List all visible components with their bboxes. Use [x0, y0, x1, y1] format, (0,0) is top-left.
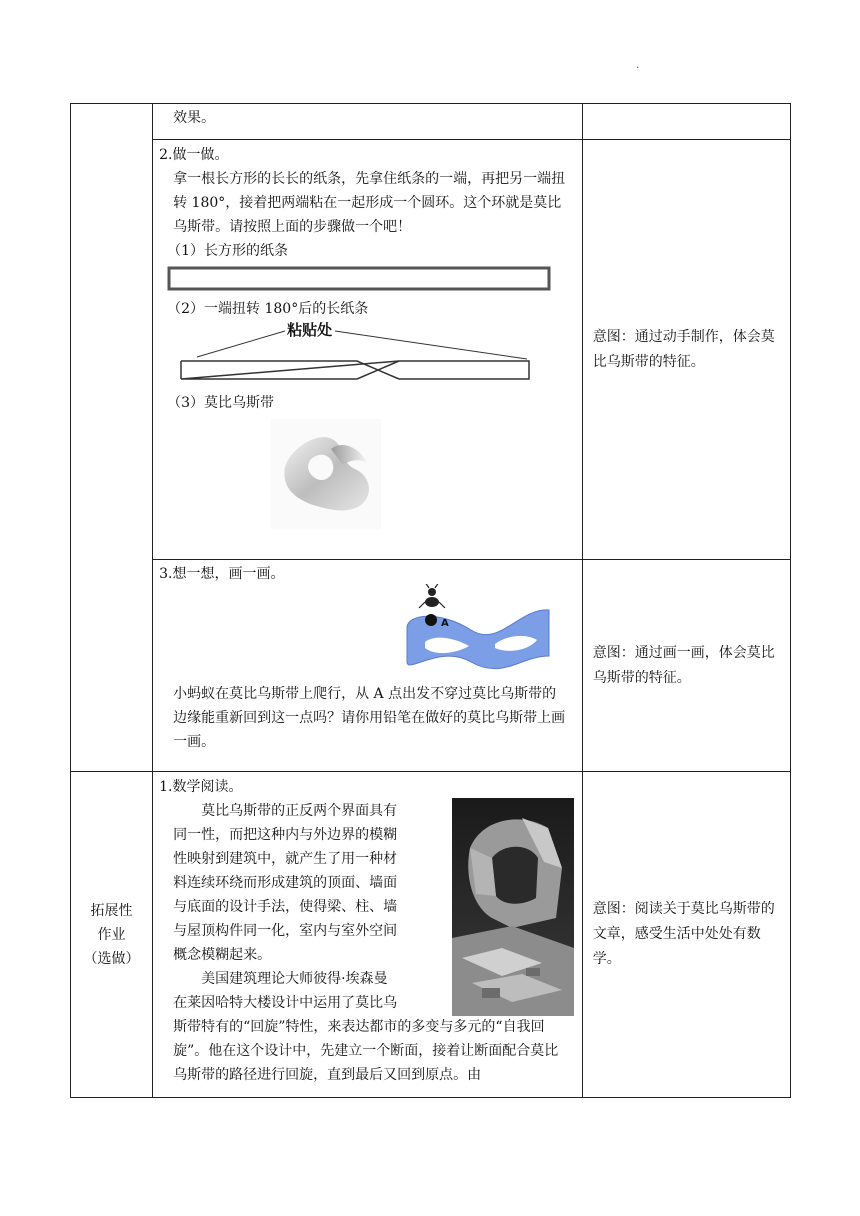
reading-line: 与底面的设计手法，使得梁、柱、墙 [173, 899, 398, 915]
category-line-1: 拓展性 [90, 902, 133, 919]
step-1-label: （1）长方形的纸条 [167, 243, 289, 259]
table-row [71, 140, 791, 560]
design-intent-note: 意图：阅读关于莫比乌斯带的文章，感受生活中处处有数学。 [592, 901, 775, 967]
instructions-paragraph: 拿一根长方形的长长的纸条，先拿住纸条的一端，再把另一端扭转 180°，接着把两端粘在一起形成一个圆环。这个环就是莫比乌斯带。请按照上面的步骤做一个吧！ [173, 171, 566, 235]
note-cell [582, 140, 790, 560]
reading-line: 料连续环绕而形成建筑的顶面、墙面 [173, 875, 398, 891]
paste-label: 粘贴处 [287, 321, 333, 339]
design-intent-note: 意图：通过动手制作，体会莫比乌斯带的特征。 [592, 328, 775, 370]
point-a-label: A [441, 618, 449, 629]
step-3-label: （3）莫比乌斯带 [167, 395, 275, 411]
reading-line: 美国建筑理论大师彼得·埃森曼 [201, 971, 388, 987]
reading-line: 同一性，而把这种内与外边界的模糊 [173, 827, 398, 843]
item-number: 3. [159, 566, 173, 582]
reading-line: 莫比乌斯带的正反两个界面具有 [201, 803, 398, 819]
item-title: 想一想，画一画。 [172, 566, 285, 582]
reading-line: 在莱因哈特大楼设计中运用了莫比乌 [173, 995, 398, 1011]
mobius-strip-image [271, 419, 381, 529]
ant-on-mobius-strip-figure [399, 584, 569, 680]
note-cell [582, 560, 790, 772]
item-number: 2. [159, 147, 173, 163]
category-cell [71, 772, 153, 1098]
reading-line: 性映射到建筑中，就产生了用一种材 [173, 851, 398, 867]
reading-paragraph-2 [173, 967, 443, 1015]
reading-line: 与屋顶构件同一化，室内与室外空间 [173, 923, 398, 939]
worksheet-table [70, 103, 791, 1098]
step-2-label: （2）一端扭转 180°后的长纸条 [167, 301, 369, 317]
reading-paragraph-2-continued: 斯带特有的“回旋”特性，来表达都市的多变与多元的“自我回旋”。他在这个设计中，先建立一个断面，接着让断面配合莫比乌斯带的路径进行回旋，直到最后又回到原点。由 [173, 1019, 559, 1083]
note-cell-empty [582, 104, 790, 140]
twisted-strip-figure [167, 321, 567, 383]
rectangle-strip-figure [167, 263, 567, 293]
building-photo [452, 798, 574, 1016]
reading-line: 概念模糊起来。 [173, 947, 272, 963]
reading-paragraph-1 [173, 799, 443, 967]
table-row [71, 560, 791, 772]
content-cell [153, 772, 583, 1098]
content-cell [153, 560, 583, 772]
item-title: 数学阅读。 [172, 779, 243, 795]
item-number: 1. [159, 779, 173, 795]
table-row [71, 772, 791, 1098]
content-cell [153, 140, 583, 560]
content-cell [153, 104, 583, 140]
continued-text: 效果。 [173, 110, 216, 126]
ant-question-paragraph: 小蚂蚁在莫比乌斯带上爬行，从 A 点出发不穿过莫比乌斯带的边缘能重新回到这一点吗？请你用铅笔在做好的莫比乌斯带上画一画。 [173, 686, 566, 750]
header-mark: . [636, 60, 640, 71]
category-line-3: （选做） [83, 950, 140, 967]
table-row [71, 104, 791, 140]
item-title: 做一做。 [172, 147, 229, 163]
note-cell [582, 772, 790, 1098]
category-line-2: 作业 [97, 926, 126, 943]
design-intent-note: 意图：通过画一画，体会莫比乌斯带的特征。 [592, 644, 775, 686]
category-cell-empty [71, 104, 153, 772]
